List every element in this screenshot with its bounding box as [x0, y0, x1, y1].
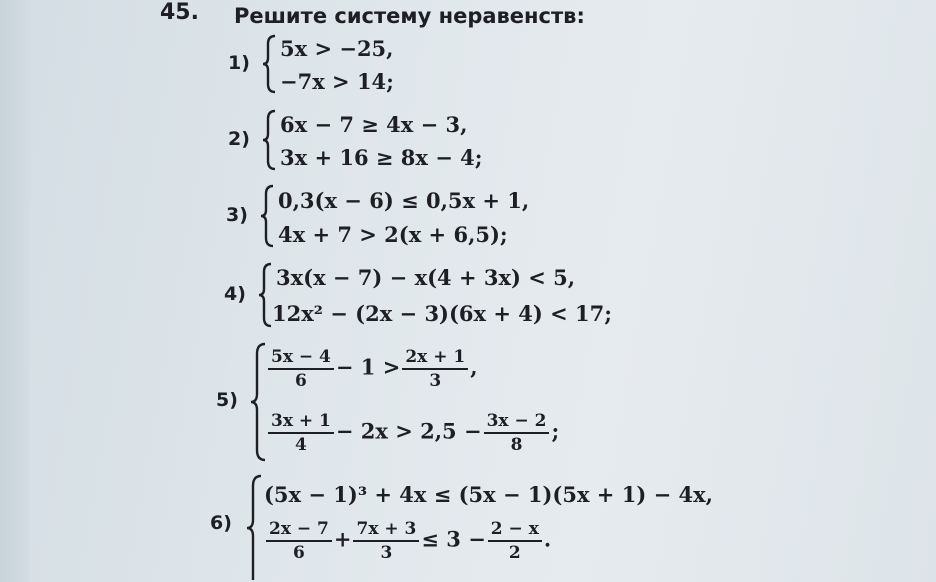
page-edge	[0, 0, 30, 582]
numerator: 2x − 7	[266, 520, 332, 542]
expression-text: ≤ 3 −	[421, 526, 486, 552]
exercise-number: 45.	[160, 0, 199, 25]
numerator: 3x + 1	[268, 412, 334, 434]
problem-4-line-2: 12x² − (2x − 3)(6x + 4) < 17;	[272, 301, 613, 326]
denominator: 8	[510, 434, 523, 455]
problem-3-line-2: 4x + 7 > 2(x + 6,5);	[278, 222, 508, 247]
plus-sign: +	[333, 526, 352, 552]
punctuation: ;	[551, 418, 560, 444]
problem-1-brace	[262, 34, 278, 94]
problem-2-label: 2)	[228, 128, 250, 150]
denominator: 6	[293, 542, 305, 563]
problem-3-brace	[260, 184, 276, 248]
denominator: 3	[429, 370, 442, 391]
denominator: 3	[380, 542, 393, 563]
numerator: 7x + 3	[353, 520, 419, 542]
fraction	[484, 412, 550, 454]
fraction	[402, 348, 468, 390]
fraction	[488, 520, 542, 562]
denominator: 2	[508, 542, 521, 563]
fraction	[353, 520, 419, 562]
problem-2-line-2: 3x + 16 ≥ 8x − 4;	[280, 145, 483, 170]
problem-5-line-2	[266, 412, 559, 454]
problem-1-line-2: −7x > 14;	[280, 69, 394, 94]
problem-1-label: 1)	[228, 52, 250, 74]
numerator: 5x − 4	[268, 348, 334, 370]
problem-4-line-1: 3x(x − 7) − x(4 + 3x) < 5,	[276, 265, 576, 290]
problem-5-label: 5)	[216, 389, 238, 411]
problem-6-line-1: (5x − 1)³ + 4x ≤ (5x − 1)(5x + 1) − 4x,	[264, 482, 713, 507]
punctuation: ,	[470, 354, 478, 380]
expression-text: − 2x > 2,5 −	[335, 418, 482, 444]
numerator: 3x − 2	[484, 412, 550, 434]
problem-1-line-1: 5x > −25,	[280, 36, 394, 61]
fraction	[268, 348, 334, 390]
problem-6-line-2	[264, 520, 551, 562]
problem-3-label: 3)	[226, 204, 248, 226]
exercise-title: Решите систему неравенств:	[234, 4, 585, 28]
problem-2-brace	[262, 109, 278, 171]
problem-2-line-1: 6x − 7 ≥ 4x − 3,	[280, 112, 468, 137]
numerator: 2x + 1	[402, 348, 468, 370]
fraction	[266, 520, 332, 562]
problem-5-line-1	[266, 348, 478, 390]
denominator: 6	[295, 370, 307, 391]
expression-text: − 1 >	[335, 354, 401, 380]
punctuation: .	[543, 526, 552, 552]
denominator: 4	[295, 434, 307, 455]
fraction	[268, 412, 334, 454]
problem-6-label: 6)	[210, 512, 232, 534]
numerator: 2 − x	[488, 520, 542, 542]
problem-3-line-1: 0,3(x − 6) ≤ 0,5x + 1,	[278, 188, 530, 213]
problem-4-label: 4)	[224, 283, 246, 305]
problem-6-brace	[246, 474, 264, 582]
